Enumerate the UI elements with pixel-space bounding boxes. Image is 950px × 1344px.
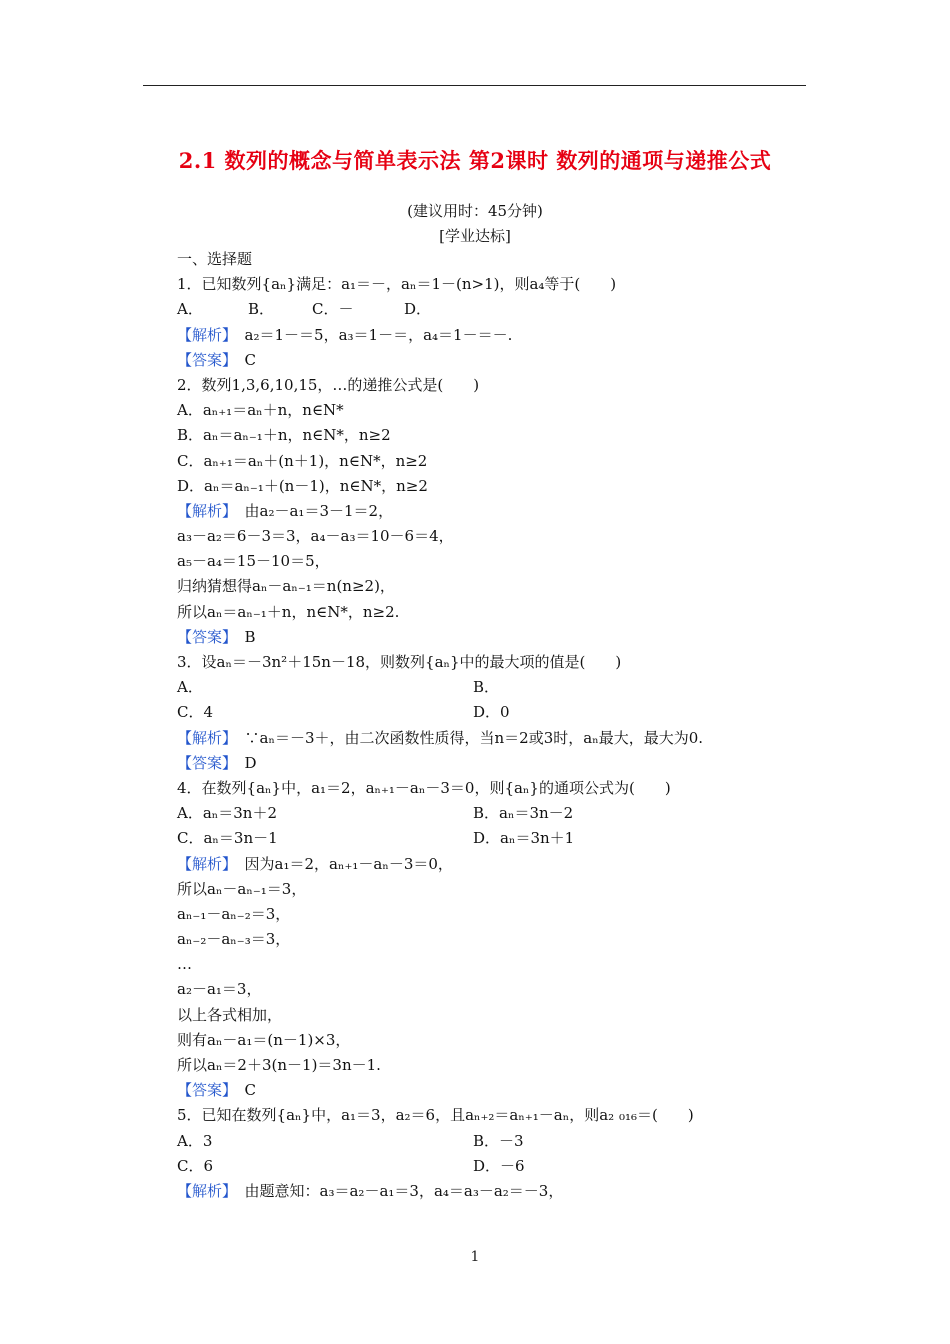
q1-option-d: D．: [404, 300, 432, 319]
analysis-tag: 【解析】: [177, 1181, 230, 1200]
q5-option-c: C．6: [177, 1156, 214, 1175]
q4-analysis-line: 所以aₙ＝2＋3(n－1)＝3n－1.: [177, 1056, 381, 1074]
analysis-text: 由题意知：a₃＝a₂－a₁＝3，a₄＝a₃－a₂＝－3，: [244, 1181, 564, 1200]
analysis-text: 因为a₁＝2，aₙ₊₁－aₙ－3＝0，: [244, 854, 453, 873]
answer-text: D: [244, 753, 257, 772]
q4-analysis-line: aₙ₋₁－aₙ₋₂＝3，: [177, 904, 291, 923]
q4-stem: 4．在数列{aₙ}中，a₁＝2，aₙ₊₁－aₙ－3＝0，则{aₙ}的通项公式为( ): [177, 778, 671, 797]
answer-tag: 【答案】: [177, 350, 230, 369]
q2-option-d: D．aₙ＝aₙ₋₁＋(n－1)，n∈N*，n≥2: [177, 476, 428, 495]
q4-option-b: B．aₙ＝3n－2: [473, 804, 574, 823]
q4-option-c: C．aₙ＝3n－1: [177, 829, 278, 848]
q3-options-row2: [177, 700, 817, 725]
q4-option-d: D．aₙ＝3n＋1: [473, 829, 575, 848]
header-rule: [143, 85, 806, 86]
answer-tag: 【答案】: [177, 627, 230, 646]
q1-option-b: B．: [248, 300, 275, 319]
q3-option-d: D．0: [473, 703, 510, 722]
page-title: 2.1 数列的概念与简单表示法 第2课时 数列的通项与递推公式: [178, 148, 772, 173]
q1-stem: 1．已知数列{aₙ}满足：a₁＝－，aₙ＝1－(n>1)，则a₄等于( ): [177, 275, 617, 294]
q4-options-row2: [177, 826, 817, 851]
q2-analysis: [177, 499, 817, 524]
analysis-tag: 【解析】: [177, 854, 230, 873]
answer-text: C: [244, 1081, 257, 1100]
q5-options-row2: [177, 1154, 817, 1179]
q3-analysis: [177, 726, 817, 751]
q3-stem: 3．设aₙ＝－3n²＋15n－18，则数列{aₙ}中的最大项的值是( ): [177, 653, 622, 671]
q4-analysis-line: 所以aₙ－aₙ₋₁＝3，: [177, 879, 307, 898]
analysis-tag: 【解析】: [177, 501, 230, 520]
q5-stem: 5．已知在数列{aₙ}中，a₁＝3，a₂＝6，且aₙ₊₂＝aₙ₊₁－aₙ，则a₂ ₀₁₆＝( ): [177, 1106, 694, 1125]
analysis-tag: 【解析】: [177, 728, 230, 747]
analysis-tag: 【解析】: [177, 325, 230, 344]
q3-option-a: A．: [177, 678, 203, 697]
q1-analysis: [177, 323, 817, 348]
q1-option-c: C．－: [312, 300, 354, 319]
q4-analysis: [177, 852, 817, 877]
answer-text: C: [244, 350, 257, 369]
answer-tag: 【答案】: [177, 1081, 230, 1100]
analysis-text: a₂＝1－＝5，a₃＝1－＝，a₄＝1－＝－.: [244, 325, 513, 344]
section-heading: 一、选择题: [177, 250, 253, 268]
q4-analysis-line: 以上各式相加，: [177, 1005, 283, 1024]
q4-option-a: A．aₙ＝3n＋2: [177, 804, 278, 823]
question-body: [177, 247, 817, 1204]
q3-answer: [177, 751, 817, 776]
q4-analysis-line: aₙ₋₂－aₙ₋₃＝3，: [177, 930, 291, 949]
q4-analysis-line: …: [177, 955, 192, 974]
q5-options-row1: [177, 1129, 817, 1154]
q2-stem: 2．数列1,3,6,10,15，…的递推公式是( ): [177, 375, 480, 394]
q4-analysis-line: a₂－a₁＝3，: [177, 980, 262, 999]
answer-tag: 【答案】: [177, 753, 230, 772]
q2-analysis-line: a₃－a₂＝6－3＝3，a₄－a₃＝10－6＝4，: [177, 527, 454, 546]
q3-options-row1: [177, 675, 817, 700]
analysis-text: ∵aₙ＝－3＋，由二次函数性质得，当n＝2或3时，aₙ最大，最大为0.: [244, 728, 704, 747]
q5-analysis: [177, 1179, 817, 1204]
q2-analysis-line: a₅－a₄＝15－10＝5，: [177, 552, 330, 571]
q5-option-b: B．－3: [473, 1131, 524, 1150]
q1-option-a: A．: [177, 300, 203, 319]
page-number: 1: [470, 1249, 480, 1265]
q2-option-b: B．aₙ＝aₙ₋₁＋n，n∈N*，n≥2: [177, 426, 391, 445]
q1-answer: [177, 348, 817, 373]
section-label: [学业达标]: [439, 227, 511, 245]
q2-option-a: A．aₙ₊₁＝aₙ＋n，n∈N*: [177, 401, 344, 420]
q2-answer: [177, 625, 817, 650]
q2-option-c: C．aₙ₊₁＝aₙ＋(n＋1)，n∈N*，n≥2: [177, 451, 428, 470]
q2-analysis-line: 所以aₙ＝aₙ₋₁＋n，n∈N*，n≥2.: [177, 602, 400, 621]
q5-option-a: A．3: [177, 1131, 213, 1150]
q4-answer: [177, 1078, 817, 1103]
q3-option-c: C．4: [177, 703, 214, 722]
q3-option-b: B．: [473, 678, 500, 697]
q5-option-d: D．－6: [473, 1156, 525, 1175]
q4-analysis-line: 则有aₙ－a₁＝(n－1)×3，: [177, 1030, 351, 1049]
analysis-text: 由a₂－a₁＝3－1＝2，: [244, 501, 394, 520]
q2-analysis-line: 归纳猜想得aₙ－aₙ₋₁＝n(n≥2)，: [177, 577, 395, 596]
time-hint: (建议用时：45分钟): [407, 202, 543, 220]
answer-text: B: [244, 627, 256, 646]
q1-options: [177, 297, 817, 322]
q4-options-row1: [177, 801, 817, 826]
